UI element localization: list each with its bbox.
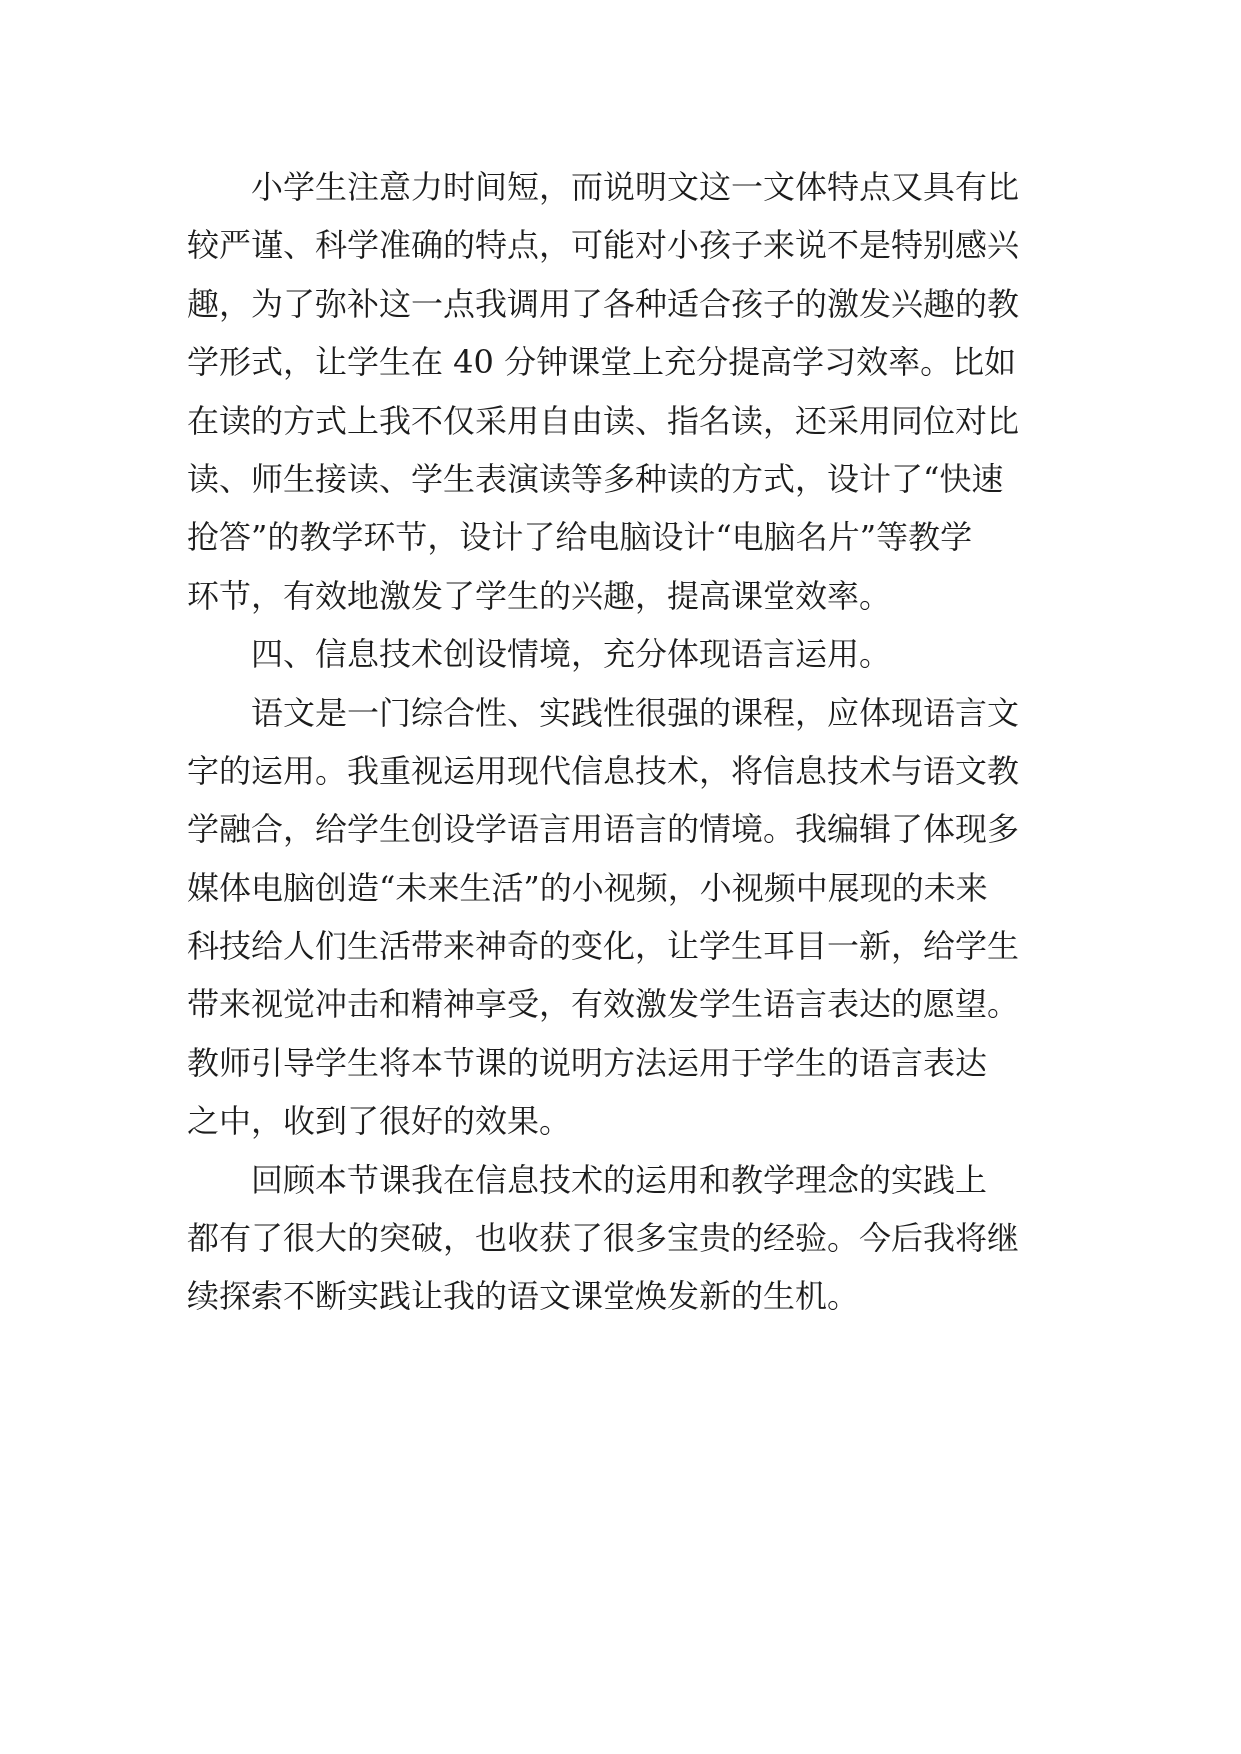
text-line: 媒体电脑创造“未来生活”的小视频，小视频中展现的未来 [187,868,988,907]
text-line: 读、师生接读、学生表演读等多种读的方式，设计了“快速 [187,459,1004,498]
text-line: 语文是一门综合性、实践性很强的课程，应体现语言文 [251,693,1020,732]
paragraph-2 [187,684,1067,1151]
text-line: 续探索不断实践让我的语文课堂焕发新的生机。 [187,1277,860,1316]
text-line: 教师引导学生将本节课的说明方法运用于学生的语言表达 [187,1043,988,1082]
text-line: 回顾本节课我在信息技术的运用和教学理念的实践上 [251,1160,988,1199]
text-line: 趣，为了弥补这一点我调用了各种适合孩子的激发兴趣的教 [187,284,1020,323]
text-line: 学形式，让学生在 40 分钟课堂上充分提高学习效率。比如 [187,343,1017,382]
heading-line: 四、信息技术创设情境，充分体现语言运用。 [251,635,892,674]
text-line: 在读的方式上我不仅采用自由读、指名读，还采用同位对比 [187,401,1020,440]
text-line: 之中，收到了很好的效果。 [187,1102,572,1141]
paragraph-1 [187,158,1067,625]
document-body [187,158,1067,1326]
text-line: 抢答”的教学环节，设计了给电脑设计“电脑名片”等教学 [187,518,973,557]
text-line: 较严谨、科学准确的特点，可能对小孩子来说不是特别感兴 [187,226,1020,265]
text-line: 字的运用。我重视运用现代信息技术，将信息技术与语文教 [187,751,1020,790]
text-line: 科技给人们生活带来神奇的变化，让学生耳目一新，给学生 [187,927,1020,966]
text-line: 小学生注意力时间短，而说明文这一文体特点又具有比 [251,168,1020,206]
section-heading [187,625,1067,683]
text-line: 都有了很大的突破，也收获了很多宝贵的经验。今后我将继 [187,1219,1020,1258]
text-line: 带来视觉冲击和精神享受，有效激发学生语言表达的愿望。 [187,985,1020,1024]
text-line: 学融合，给学生创设学语言用语言的情境。我编辑了体现多 [187,810,1020,849]
paragraph-3 [187,1151,1067,1326]
text-line: 环节，有效地激发了学生的兴趣，提高课堂效率。 [187,576,892,615]
